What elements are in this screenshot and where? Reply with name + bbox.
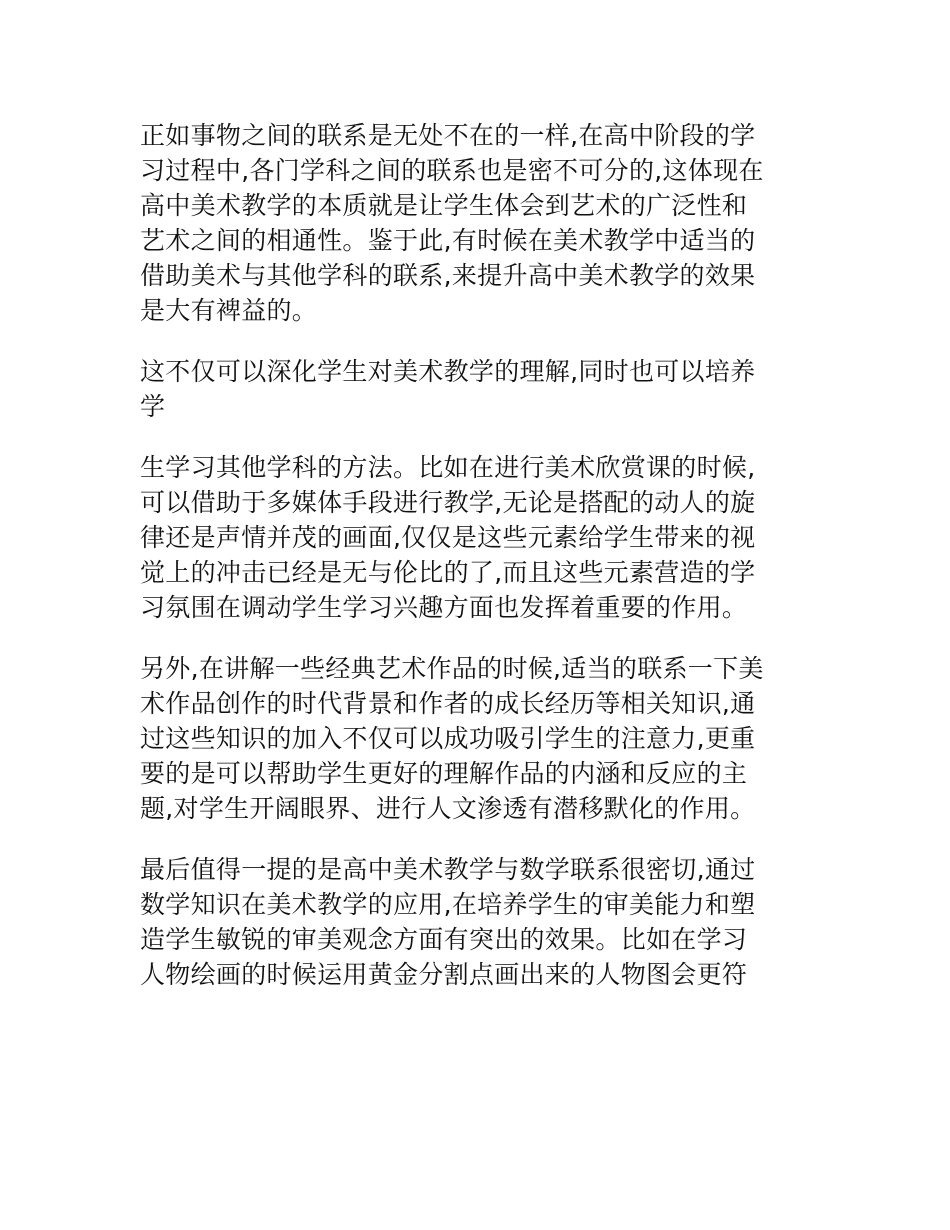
- text-line: 过这些知识的加入不仅可以成功吸引学生的注意力,更重: [140, 724, 756, 753]
- text-line: 习过程中,各门学科之间的联系也是密不可分的,这体现在: [140, 156, 764, 185]
- text-line: 习氛围在调动学生学习兴趣方面也发挥着重要的作用。: [140, 593, 748, 622]
- paragraph-4: [140, 651, 812, 826]
- text-line: 是大有裨益的。: [140, 296, 318, 325]
- text-line: 另外,在讲解一些经典艺术作品的时候,适当的联系一下美: [140, 654, 764, 683]
- text-line: 律还是声情并茂的画面,仅仅是这些元素给学生带来的视: [140, 523, 756, 552]
- text-line: 觉上的冲击已经是无与伦比的了,而且这些元素营造的学: [140, 558, 756, 587]
- text-line: 数学知识在美术教学的应用,在培养学生的审美能力和塑: [140, 890, 756, 919]
- document-page: [140, 118, 812, 1018]
- text-line: 艺术之间的相通性。鉴于此,有时候在美术教学中适当的: [140, 226, 756, 255]
- paragraph-3: [140, 450, 812, 625]
- paragraph-2: [140, 354, 812, 424]
- text-line: 造学生敏锐的审美观念方面有突出的效果。比如在学习: [140, 925, 748, 954]
- text-line: 题,对学生开阔眼界、进行人文渗透有潜移默化的作用。: [140, 794, 756, 823]
- text-line: 学: [140, 392, 166, 421]
- text-line: 最后值得一提的是高中美术教学与数学联系很密切,通过: [140, 855, 756, 884]
- text-line: 术作品创作的时代背景和作者的成长经历等相关知识,通: [140, 689, 756, 718]
- text-line: 可以借助于多媒体手段进行教学,无论是搭配的动人的旋: [140, 488, 756, 517]
- paragraph-5: [140, 852, 812, 992]
- text-line: 高中美术教学的本质就是让学生体会到艺术的广泛性和: [140, 191, 748, 220]
- text-line: 这不仅可以深化学生对美术教学的理解,同时也可以培养: [140, 357, 756, 386]
- text-line: 正如事物之间的联系是无处不在的一样,在高中阶段的学: [140, 121, 756, 150]
- text-line: 要的是可以帮助学生更好的理解作品的内涵和反应的主: [140, 759, 748, 788]
- text-line: 借助美术与其他学科的联系,来提升高中美术教学的效果: [140, 261, 756, 290]
- text-line: 生学习其他学科的方法。比如在进行美术欣赏课的时候,: [140, 453, 756, 482]
- paragraph-1: [140, 118, 812, 328]
- text-line: 人物绘画的时候运用黄金分割点画出来的人物图会更符: [140, 960, 748, 989]
